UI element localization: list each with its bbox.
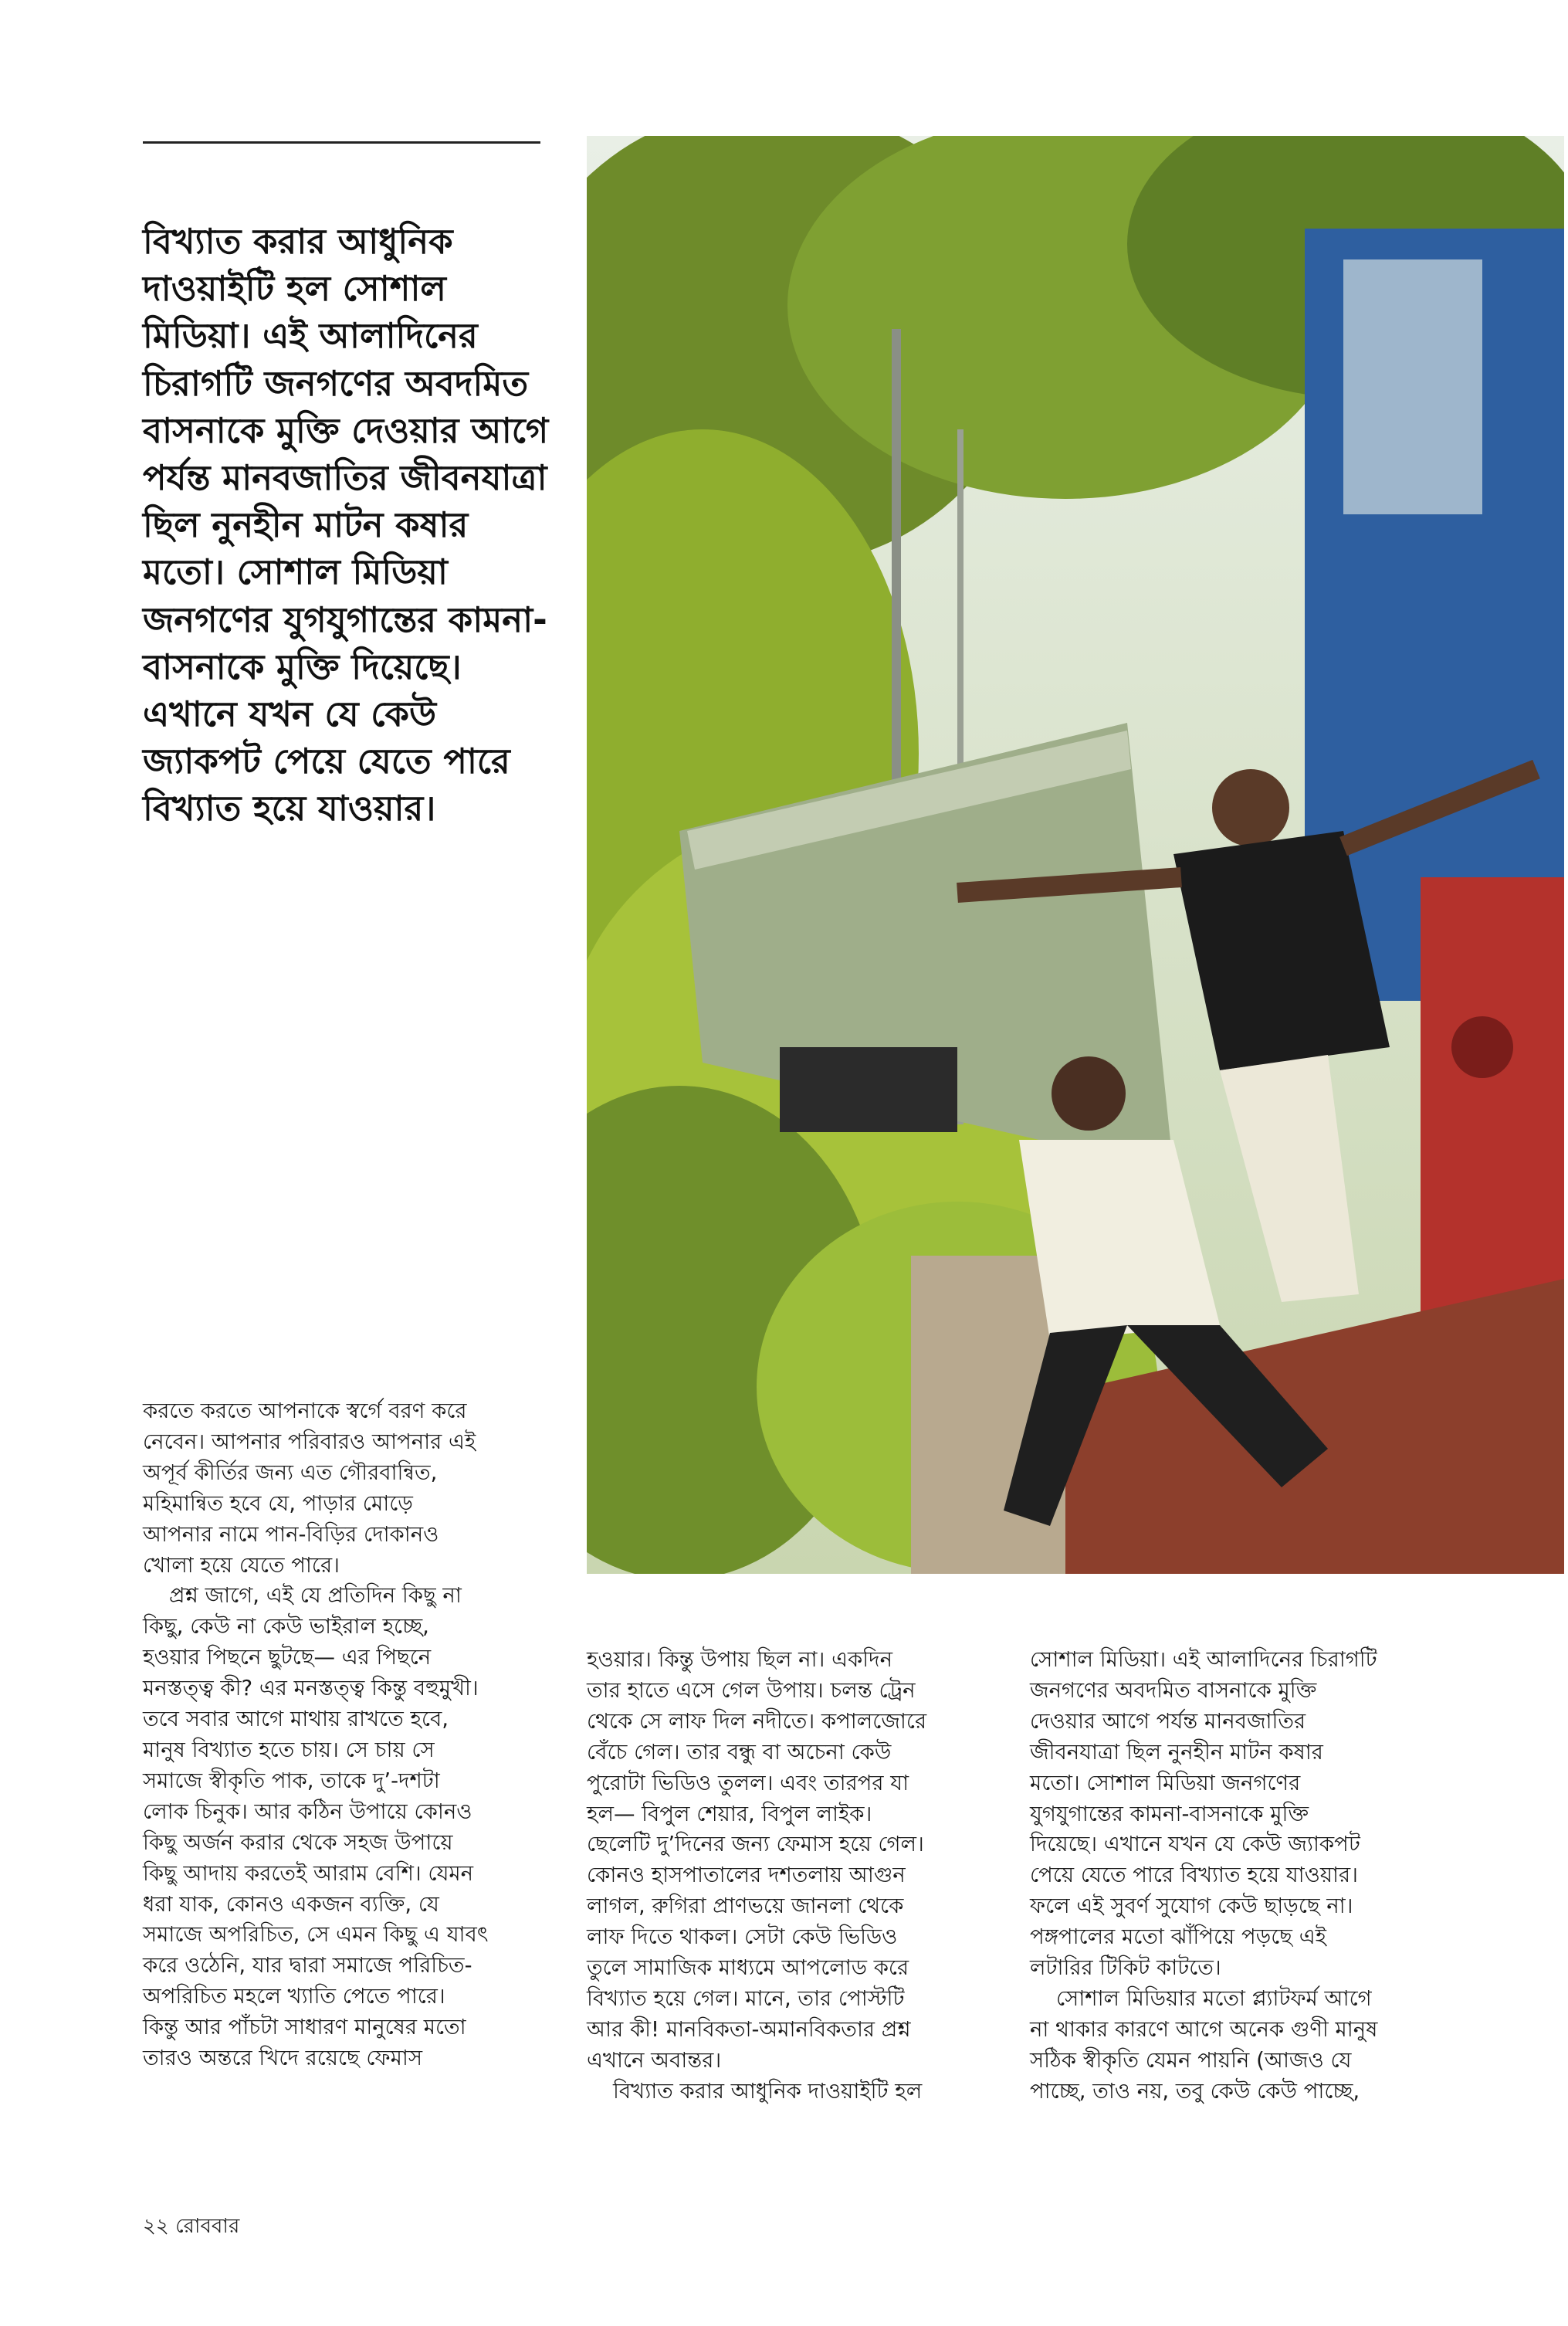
body-line: লোক চিনুক। আর কঠিন উপায়ে কোনও — [143, 1799, 472, 1824]
body-line: তারও অন্তরে খিদে রয়েছে ফেমাস — [143, 2046, 423, 2071]
body-line: থেকে সে লাফ দিল নদীতে। কপালজোরে — [587, 1708, 927, 1734]
article-photo — [587, 136, 1564, 1574]
body-line: তবে সবার আগে মাথায় রাখতে হবে, — [143, 1707, 449, 1732]
body-line: মতো। সোশাল মিডিয়া জনগণের — [1030, 1770, 1301, 1795]
body-line: পাচ্ছে, তাও নয়, তবু কেউ কেউ পাচ্ছে, — [1030, 2078, 1360, 2104]
body-line: সোশাল মিডিয়া। এই আলাদিনের চিরাগটি — [1030, 1647, 1377, 1672]
body-line: কোনও হাসপাতালের দশতলায় আগুন — [587, 1863, 906, 1888]
body-line: আপনার নামে পান-বিড়ির দোকানও — [143, 1521, 439, 1547]
body-line: সমাজে স্বীকৃতি পাক, তাকে দু’-দশটা — [143, 1768, 440, 1793]
body-line: কিছু অর্জন করার থেকে সহজ উপায়ে — [143, 1829, 453, 1855]
body-line: ফলে এই সুবর্ণ সুযোগ কেউ ছাড়ছে না। — [1030, 1894, 1353, 1919]
pull-quote-line: পর্যন্ত মানবজাতির জীবনযাত্রা — [143, 457, 547, 499]
body-line: লাগল, রুগিরা প্রাণভয়ে জানলা থেকে — [587, 1894, 904, 1919]
body-line: তুলে সামাজিক মাধ্যমে আপলোড করে — [587, 1955, 909, 1981]
body-line: বেঁচে গেল। তার বন্ধু বা অচেনা কেউ — [587, 1739, 892, 1765]
body-line: খোলা হয়ে যেতে পারে। — [143, 1552, 340, 1578]
body-line: তার হাতে এসে গেল উপায়। চলন্ত ট্রেন — [587, 1677, 916, 1703]
body-line: করে ওঠেনি, যার দ্বারা সমাজে পরিচিত- — [143, 1953, 472, 1978]
body-line: কিন্তু আর পাঁচটা সাধারণ মানুষের মতো — [143, 2015, 466, 2040]
pull-quote-line: বিখ্যাত করার আধুনিক — [143, 221, 453, 262]
body-line: সঠিক স্বীকৃতি যেমন পায়নি (আজও যে — [1030, 2047, 1352, 2073]
pull-quote-line: জনগণের যুগযুগান্তের কামনা- — [143, 598, 547, 640]
pull-quote — [143, 218, 549, 832]
pull-quote-line: দাওয়াইটি হল সোশাল — [143, 268, 446, 310]
body-line: মহিমান্বিত হবে যে, পাড়ার মোড়ে — [143, 1490, 413, 1516]
body-line: করতে করতে আপনাকে স্বর্গে বরণ করে — [143, 1399, 467, 1423]
body-line: কিছু, কেউ না কেউ ভাইরাল হচ্ছে, — [143, 1614, 429, 1639]
body-line: সোশাল মিডিয়ার মতো প্ল্যাটফর্ম আগে — [1056, 1985, 1372, 2011]
top-rule — [143, 141, 540, 144]
body-column-3 — [1030, 1645, 1431, 2107]
body-column-2 — [587, 1645, 988, 2107]
body-line: জনগণের অবদমিত বাসনাকে মুক্তি — [1030, 1677, 1317, 1703]
body-line: দেওয়ার আগে পর্যন্ত মানবজাতির — [1030, 1708, 1306, 1734]
body-line: লটারির টিকিট কাটতে। — [1030, 1955, 1221, 1981]
body-line: যুগযুগান্তের কামনা-বাসনাকে মুক্তি — [1030, 1801, 1309, 1826]
body-line: হওয়ার। কিন্তু উপায় ছিল না। একদিন — [587, 1647, 892, 1672]
body-line: সমাজে অপরিচিত, সে এমন কিছু এ যাবৎ — [143, 1922, 489, 1948]
body-line: পেয়ে যেতে পারে বিখ্যাত হয়ে যাওয়ার। — [1030, 1863, 1358, 1888]
body-line: অপরিচিত মহলে খ্যাতি পেতে পারে। — [143, 1984, 445, 2009]
body-column-1 — [143, 1396, 575, 2074]
body-line: পুরোটা ভিডিও তুলল। এবং তারপর যা — [587, 1770, 909, 1795]
photo-illustration — [587, 136, 1564, 1574]
body-line: ধরা যাক, কোনও একজন ব্যক্তি, যে — [143, 1891, 439, 1917]
pull-quote-line: মিডিয়া। এই আলাদিনের — [143, 315, 478, 357]
body-line: মানুষ বিখ্যাত হতে চায়। সে চায় সে — [143, 1737, 435, 1762]
pull-quote-line: ছিল নুনহীন মাটন কষার — [143, 504, 469, 546]
body-line: লাফ দিতে থাকল। সেটা কেউ ভিডিও — [587, 1924, 898, 1950]
body-line: জীবনযাত্রা ছিল নুনহীন মাটন কষার — [1030, 1739, 1323, 1765]
page-folio: ২২ রোববার — [143, 2215, 240, 2238]
body-line: এখানে অবান্তর। — [587, 2047, 722, 2073]
body-line: হল— বিপুল শেয়ার, বিপুল লাইক। — [587, 1801, 872, 1826]
body-line: ছেলেটি দু’দিনের জন্য ফেমাস হয়ে গেল। — [587, 1832, 924, 1857]
body-line: বিখ্যাত হয়ে গেল। মানে, তার পোস্টটি — [587, 1985, 905, 2011]
body-line: নেবেন। আপনার পরিবারও আপনার এই — [143, 1429, 476, 1454]
body-line: অপূর্ব কীর্তির জন্য এত গৌরবান্বিত, — [143, 1460, 438, 1485]
pull-quote-line: জ্যাকপট পেয়ে যেতে পারে — [143, 741, 510, 782]
pull-quote-line: চিরাগটি জনগণের অবদমিত — [143, 362, 529, 404]
body-line: প্রশ্ন জাগে, এই যে প্রতিদিন কিছু না — [169, 1583, 462, 1609]
body-line: দিয়েছে। এখানে যখন যে কেউ জ্যাকপট — [1030, 1832, 1360, 1857]
body-line: কিছু আদায় করতেই আরাম বেশি। যেমন — [143, 1860, 474, 1886]
pull-quote-line: বাসনাকে মুক্তি দেওয়ার আগে — [143, 409, 549, 451]
pull-quote-line: এখানে যখন যে কেউ — [143, 693, 437, 735]
pull-quote-line: মতো। সোশাল মিডিয়া — [143, 551, 448, 593]
body-line: পঙ্গপালের মতো ঝাঁপিয়ে পড়ছে এই — [1030, 1924, 1326, 1950]
body-line: না থাকার কারণে আগে অনেক গুণী মানুষ — [1030, 2016, 1378, 2042]
body-line: আর কী! মানবিকতা-অমানবিকতার প্রশ্ন — [587, 2016, 911, 2042]
pull-quote-line: বিখ্যাত হয়ে যাওয়ার। — [143, 788, 436, 829]
pull-quote-line: বাসনাকে মুক্তি দিয়েছে। — [143, 646, 462, 687]
body-line: মনস্তত্ত্ব কী? এর মনস্তত্ত্ব কিন্তু বহুমুখী। — [143, 1676, 479, 1701]
body-line: বিখ্যাত করার আধুনিক দাওয়াইটি হল — [613, 2078, 923, 2104]
body-line: হওয়ার পিছনে ছুটছে— এর পিছনে — [143, 1645, 432, 1670]
